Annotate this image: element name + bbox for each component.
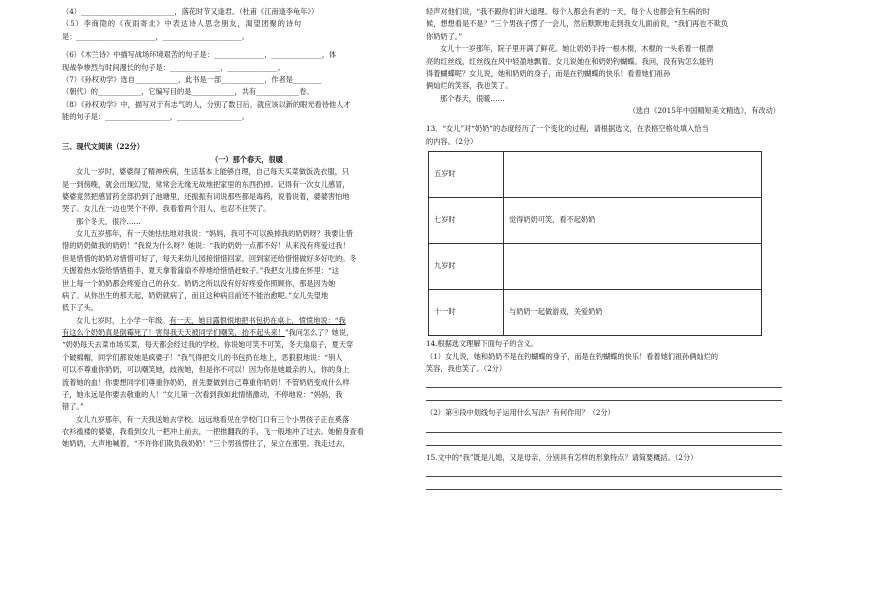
text-line: 衣衫褴褛的婆婆，我看到女儿一把冲上前去，一把推翻我的手，飞一般地冲了过去。她俯身查看 [62, 427, 364, 436]
text-line: 女儿九岁那年，有一天我送她去学校。远远地看见在学校门口有三个小男孩子正在奚落 [76, 414, 350, 424]
text-line: 轻声对他们说，“我不跟你们讲大道理。每个人都会有老的一天，每个人也都会有生病的时 [426, 7, 710, 16]
question-7-line1: （7）《孙权劝学》选自____________，此书是一部____________，作者是________ [62, 74, 322, 84]
text-line: 流着她的血！你要想同学们尊重你奶奶，首先要做到自己尊重你奶奶！不管奶奶变成什么样 [62, 377, 350, 387]
question-5-line2: 是：______________________，______________________。 [62, 31, 249, 41]
text-line: 你奶奶了。” [426, 31, 463, 41]
table-age-cell: 十一时 [429, 290, 504, 336]
text-line: 候，想想看是不是？”三个男孩子愣了一会儿，然后默默地走到我女儿面前说，“我们再也不欺负 [426, 19, 729, 29]
text-line: 女儿五岁那年，有一天她怯怯地对我说：“妈妈，我可不可以换掉我的奶奶呀？我要让惜 [76, 229, 353, 238]
question-14-1-line1: （1）女儿说，她和奶奶不是在钓蝴蝶的身子，而是在钓蝴蝶的快乐！看着她们祖孙俩灿烂的 [426, 351, 719, 361]
question-13-line2: 的内容。（2分） [426, 136, 478, 146]
table-age-cell: 五岁时 [429, 152, 504, 198]
table-answer-cell[interactable]: 觉得奶奶可笑，看不起奶奶 [504, 198, 762, 244]
paragraph-4-rest [62, 339, 432, 413]
table-row [429, 152, 762, 198]
answer-line[interactable] [426, 420, 782, 433]
text-line: 女儿十一岁那年，院子里开满了鲜花。她让奶奶手持一根木棍，木棍的一头系着一根漂 [440, 44, 714, 54]
paragraph-3 [62, 228, 432, 315]
question-14-1-line2: 笑容，我也笑了。（2分） [426, 363, 507, 373]
question-14: 14.根据选文理解下面句子的含义。 [426, 339, 539, 349]
question-6-line2: 现战争惨烈与时间漫长的句子是：______________，______________。 [62, 62, 285, 72]
text-line: 世上每一个奶奶都会疼爱自己的孙女。奶奶之所以没有好好疼爱你照顾你，那是因为她 [62, 278, 336, 288]
paragraph-4-continue: ”我问怎么了？她说， [284, 328, 354, 337]
text-line: 婆婆竟然把感冒药全部扔到了池塘里，还振振有词说那些都是毒药，说着说着，婆婆害怕地 [62, 191, 350, 201]
attitude-table [428, 151, 762, 336]
paragraph-4-start: 女儿七岁时，上小学一年级。 [76, 315, 170, 325]
text-line: 低下了头。 [62, 303, 98, 313]
paragraph-1 [62, 166, 432, 216]
text-line: 子，她永远是你要去敬重的人！”女儿第一次看到我如此情绪激动，不停地说：“妈妈，我 [62, 389, 343, 399]
underlined-sentence-part2: 有这么个奶奶真是倒霉死了！害得我天天被同学们嘲笑，抬不起头来！ [62, 328, 285, 337]
answer-line[interactable] [426, 433, 782, 446]
underlined-sentence-part1: 有一天，她目露恨恨地把书包扔在桌上，愤愤地说：“我 [169, 315, 346, 325]
right-paragraph-3: 那个春天，很暖…… [440, 93, 505, 103]
text-line: 是一到傍晚，就会出现幻觉，常常会无缘无故地把家里的东西扔掉。记得有一次女儿感冒， [62, 179, 350, 189]
question-15: 15.文中的“我”既是儿媳，又是母亲，分别具有怎样的形象特点？请简要概括。（2分） [426, 452, 698, 462]
text-line: 惜的奶奶做我的奶奶！”我说为什么呀？她说：“我的奶奶一点都不好！从来没有疼爱过我！ [62, 241, 350, 251]
question-8-line1: （8）《孙权劝学》中，描写对于有志气的人，分别了数日后，就应该以新的眼光看待他人才 [62, 99, 351, 109]
answer-line[interactable] [426, 375, 782, 388]
table-age-cell: 七岁时 [429, 198, 504, 244]
text-line: 个破棉帽，同学们都说她是疯婆子！”我气得把女儿的书包扔在地上，恶狠狠地说：“别人 [62, 352, 343, 362]
text-line: 得着蝴蝶呢？女儿说，她和奶奶的身子，而是在钓蝴蝶的快乐！看着她们祖孙 [426, 68, 671, 78]
answer-line[interactable] [426, 388, 782, 401]
text-line: “奶奶每天去菜市场买菜，每天都会经过我的学校。你说她可笑不可笑，冬天扇扇子，夏天穿 [62, 340, 354, 350]
question-7-line2: （朝代）的____________，它编写目的是____________，共有____________卷。 [62, 87, 314, 97]
question-4: （4）__________________________，落花时节又逢君。（杜甫《江南逢李龟年》） [62, 7, 319, 16]
story-title: （一）那个春天，很暖 [211, 154, 283, 164]
text-line: 亮的红丝线，红丝线在风中轻盈地飘着。女儿说她在和奶奶钓蝴蝶。我问，没有钩怎么能钓 [426, 56, 714, 66]
text-line: 女儿一岁时，婆婆得了精神疾病，生活基本上能够自理，自己每天买菜做饭洗衣服，只 [76, 167, 350, 177]
text-line: 病了。从你出生的那天起，奶奶就病了，而且这种病目前还不能治愈呢。”女儿失望地 [62, 290, 329, 300]
text-line: 错了。” [62, 402, 84, 412]
text-line: 可以不尊重你奶奶，可以嘲笑她，歧视她，但是你不可以！因为你是她最亲的人，你的身上 [62, 365, 350, 375]
question-5-line1: （5）李商隐的《夜雨寄北》中表达诗人思念朋友，渴望团聚的诗句 [62, 19, 303, 29]
table-age-cell: 九岁时 [429, 244, 504, 290]
right-column [426, 6, 790, 490]
paragraph-5 [62, 414, 432, 451]
left-column [62, 6, 432, 451]
table-row [429, 290, 762, 336]
right-paragraph-2 [426, 43, 790, 93]
paragraph-2: 那个冬天，很冷…… [76, 216, 141, 226]
text-line: 但是惜惜的奶奶对惜惜可好了，每天来幼儿园接惜惜回家，回到家还给惜惜做好多好吃的。冬 [62, 253, 357, 263]
table-row [429, 244, 762, 290]
text-line: 她奶奶，大声地喊着，“不许你们欺负我奶奶！”三个男孩愣住了，呆立在那里。我走过去， [62, 439, 350, 449]
section-heading: 三、现代文阅读（22分） [62, 142, 144, 152]
table-answer-cell[interactable] [504, 152, 762, 198]
question-6-line1: （6）《木兰诗》中描写战场环境艰苦的句子是：______________，______________，体 [62, 50, 337, 60]
table-row [429, 198, 762, 244]
question-14-2: （2）第④段中划线句子运用什么写法？有何作用？（2分） [426, 408, 615, 418]
table-answer-cell[interactable] [504, 244, 762, 290]
paragraph-4-line2 [62, 327, 432, 339]
text-line: 天握着热水袋给惜惜捂手，夏天拿着蒲扇不停地给惜惜赶蚊子。”我把女儿搂在怀里：“这 [62, 266, 339, 276]
question-8-line2: 能的句子是：__________________，__________________。 [62, 112, 249, 121]
question-13-line1: 13．“女儿”对“奶奶”的态度经历了一个变化的过程，请根据选文，在表格空格处填入恰当 [426, 124, 709, 134]
right-paragraph-1 [426, 6, 790, 43]
answer-line[interactable] [426, 464, 782, 477]
table-answer-cell[interactable]: 与奶奶一起做游戏，关爱奶奶 [504, 290, 762, 336]
text-line: 哭了。女儿在一边也哭个不停。我看着两个泪人，也忍不住哭了。 [62, 204, 271, 214]
answer-line[interactable] [426, 477, 782, 490]
paragraph-4-line1 [62, 315, 432, 327]
source-citation: （选自《2015年中国精短美文精选》，有改动） [628, 106, 780, 115]
text-line: 俩灿烂的笑容，我也笑了。 [426, 81, 513, 91]
